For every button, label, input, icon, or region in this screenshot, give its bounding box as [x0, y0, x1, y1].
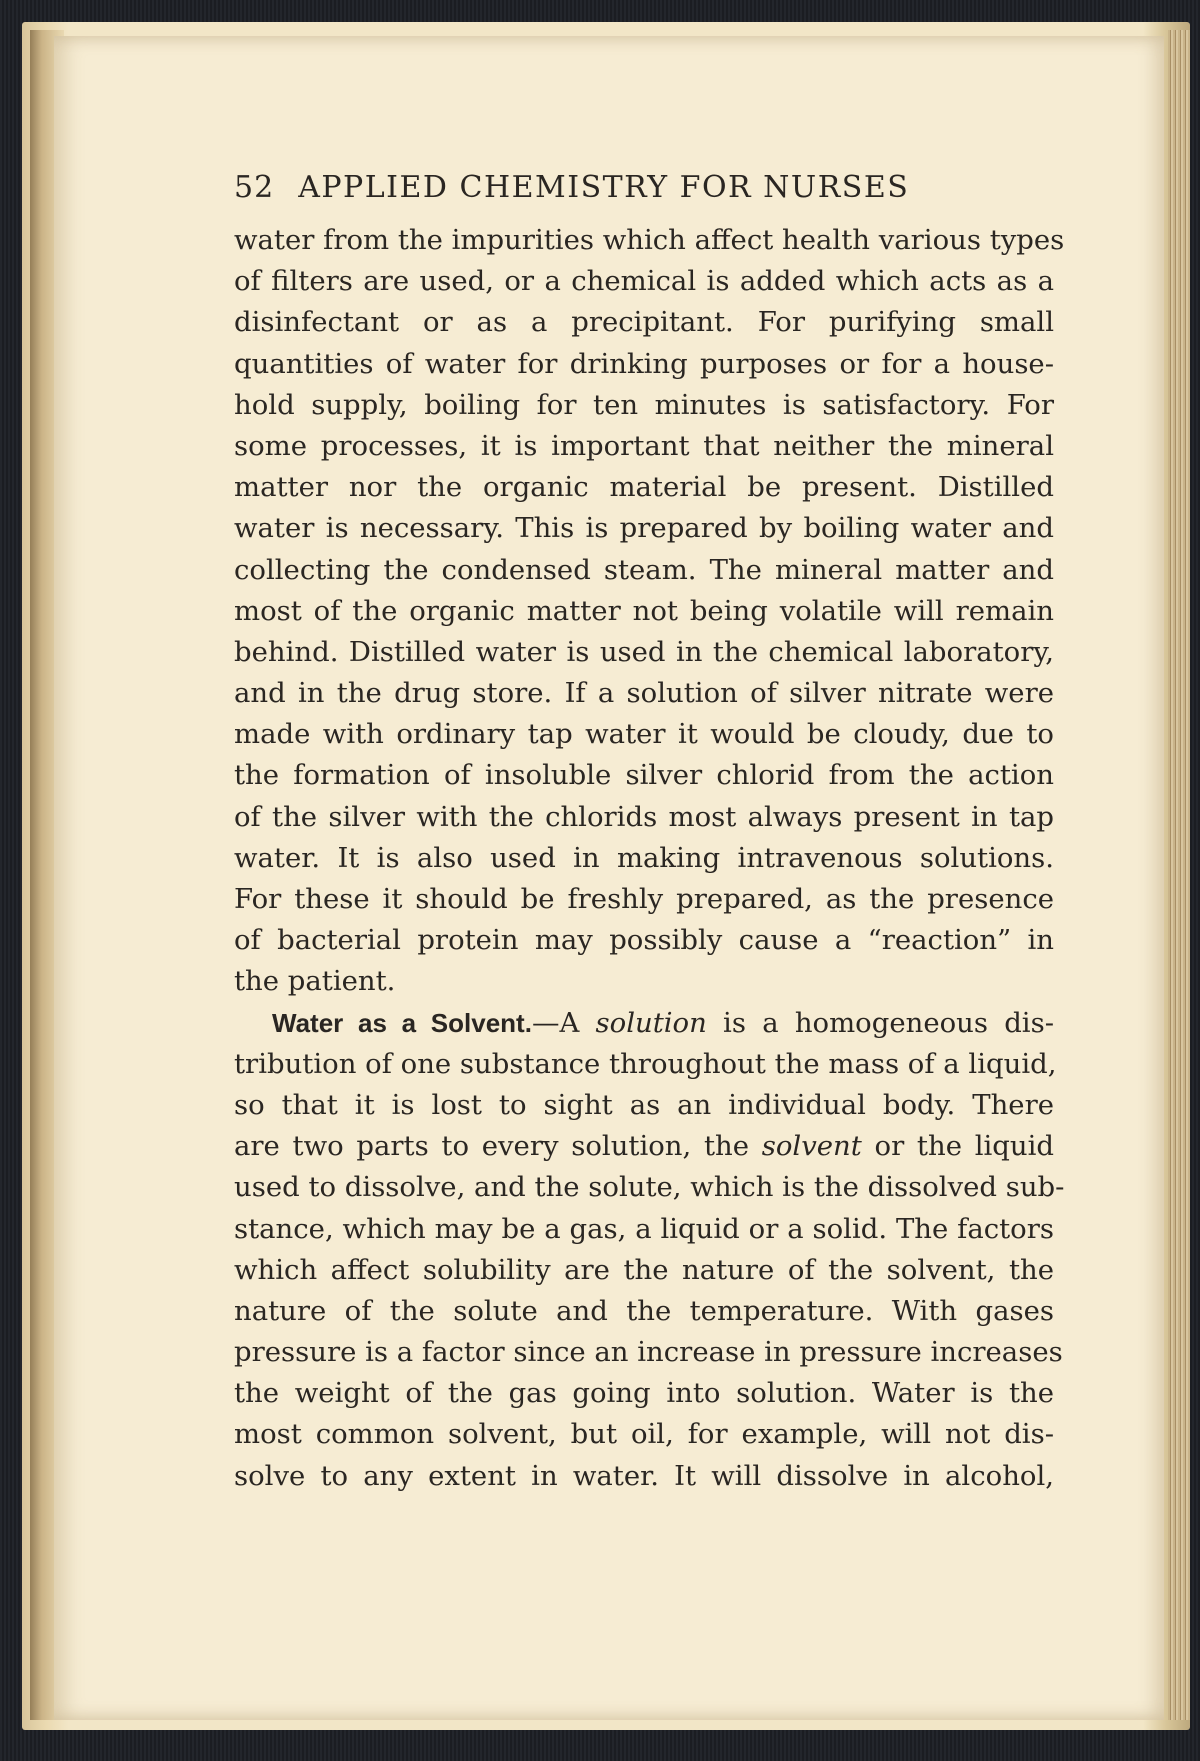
- section-first-line: [234, 1003, 1054, 1044]
- solvent-line-after: or the liquid: [861, 1130, 1054, 1163]
- text-line: so that it is lost to sight as an individual body. There: [234, 1088, 1054, 1121]
- running-head: [234, 170, 1054, 214]
- text-line: stance, which may be a gas, a liquid or a solid. The factors: [234, 1212, 1054, 1245]
- paragraph-water-as-solvent: [234, 1003, 1065, 1497]
- text-line: the weight of the gas going into solution. Water is the: [234, 1377, 1054, 1410]
- first-line-rest: is a homogeneous dis-: [706, 1006, 1055, 1039]
- text-line: water is necessary. This is prepared by boiling water and: [234, 512, 1054, 545]
- text-line: matter nor the organic material be present. Distilled: [234, 471, 1054, 504]
- term-solvent: solvent: [761, 1130, 862, 1163]
- running-title: APPLIED CHEMISTRY FOR NURSES: [298, 170, 910, 205]
- intro-dash: —A: [531, 1006, 596, 1039]
- paragraph-distilled-water: [234, 220, 1065, 1003]
- text-line: the patient.: [234, 965, 396, 998]
- text-line: water. It is also used in making intravenous solutions.: [234, 841, 1054, 874]
- text-line: of bacterial protein may possibly cause a “reaction” in: [234, 924, 1054, 957]
- page-fore-edge: [1168, 30, 1190, 1720]
- term-solution: solution: [595, 1006, 707, 1039]
- solvent-line: [234, 1126, 1054, 1167]
- text-line: which affect solubility are the nature of the solvent, the: [234, 1253, 1054, 1286]
- text-line: made with ordinary tap water it would be cloudy, due to: [234, 718, 1054, 751]
- text-line: quantities of water for drinking purposes or for a house-: [234, 347, 1054, 380]
- text-line: most common solvent, but oil, for example, will not dis-: [234, 1418, 1054, 1451]
- text-line: For these it should be freshly prepared, as the presence: [234, 883, 1054, 915]
- text-line: most of the organic matter not being volatile will remain: [234, 594, 1054, 627]
- text-line: of filters are used, or a chemical is added which acts as a: [234, 265, 1054, 298]
- text-line: disinfectant or as a precipitant. For purifying small: [234, 306, 1054, 339]
- text-line: pressure is a factor since an increase in pressure increases: [234, 1336, 1063, 1369]
- text-line: of the silver with the chlorids most always present in tap: [234, 800, 1054, 833]
- text-line: solve to any extent in water. It will dissolve in alcohol,: [234, 1459, 1054, 1492]
- text-line: the formation of insoluble silver chlorid from the action: [234, 759, 1054, 792]
- text-line: some processes, it is important that neither the mineral: [234, 429, 1054, 462]
- text-line: used to dissolve, and the solute, which is the dissolved sub-: [234, 1171, 1065, 1204]
- page-content: [234, 170, 1065, 1497]
- text-line: water from the impurities which affect health various types: [234, 224, 1065, 256]
- text-line: hold supply, boiling for ten minutes is satisfactory. For: [234, 388, 1054, 421]
- section-heading: Water as a Solvent.: [272, 1007, 532, 1038]
- solvent-line-before: are two parts to every solution, the: [234, 1130, 762, 1163]
- page-number: 52: [234, 170, 275, 205]
- text-line: collecting the condensed steam. The mineral matter and: [234, 553, 1054, 586]
- text-line: tribution of one substance throughout the mass of a liquid,: [234, 1047, 1057, 1080]
- text-line: behind. Distilled water is used in the chemical laboratory,: [234, 635, 1054, 668]
- text-line: nature of the solute and the temperature. With gases: [234, 1294, 1054, 1327]
- text-line: and in the drug store. If a solution of silver nitrate were: [234, 677, 1054, 710]
